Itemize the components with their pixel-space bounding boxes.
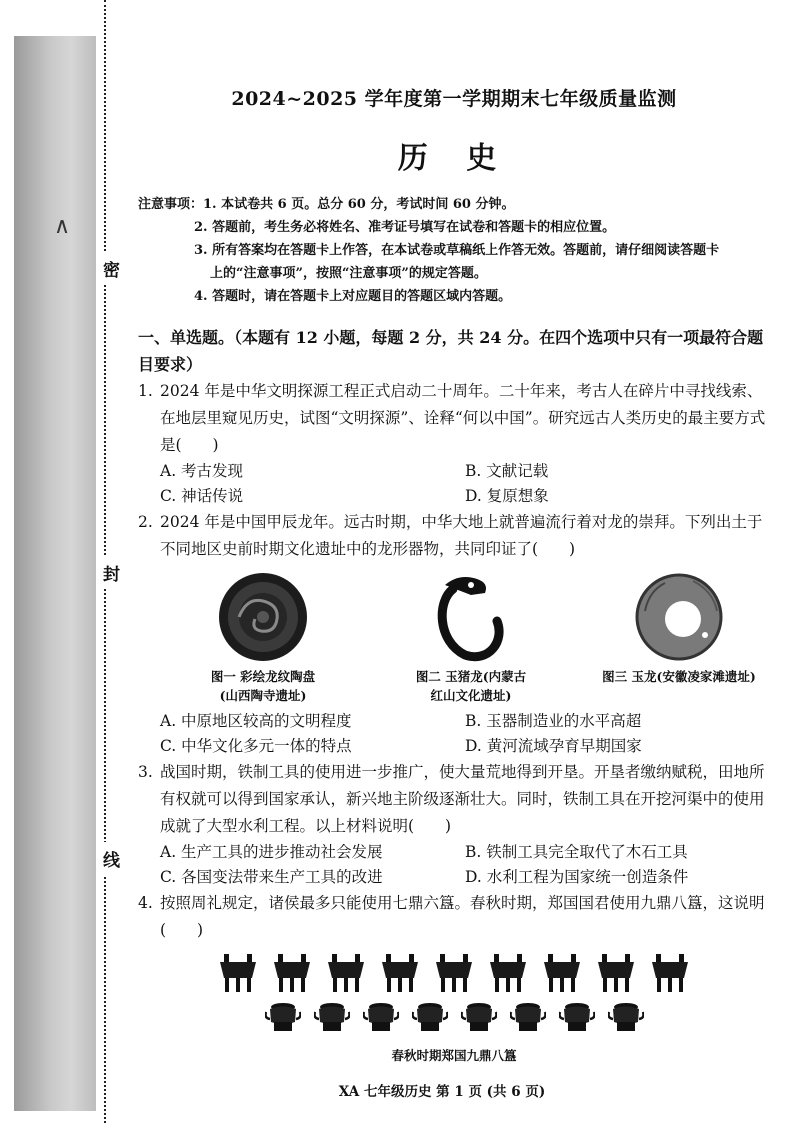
ding-vessel-icon: [488, 954, 528, 992]
ding-vessel-icon: [272, 954, 312, 992]
option-a: A. 生产工具的进步推动社会发展: [160, 843, 383, 861]
nine-ding-eight-gui-image: [138, 954, 770, 1069]
note-item: 3. 所有答案均在答题卡上作答，在本试卷或草稿纸上作答无效。答题前，请仔细阅读答题卡: [194, 243, 720, 258]
note-item: 1. 本试卷共 6 页。总分 60 分，考试时间 60 分钟。: [203, 197, 515, 212]
question-number: 3.: [138, 763, 153, 781]
notes-label: 注意事项：: [138, 197, 204, 212]
question-stem: 按照周礼规定，诸侯最多只能使用七鼎六簋。春秋时期，郑国国君使用九鼎八簋，这说明( ): [160, 894, 765, 939]
figure-3: [594, 571, 764, 705]
note-item: 2. 答题前，考生务必将姓名、准考证号填写在试卷和答题卡的相应位置。: [194, 220, 616, 235]
ding-vessel-icon: [326, 954, 366, 992]
ding-vessel-icon: [218, 954, 258, 992]
gui-vessel-icon: [314, 1002, 350, 1034]
section-title: 一、单选题。（本题有 12 小题，每题 2 分，共 24 分。在四个选项中只有一项最符合题目要求）: [138, 328, 764, 374]
ding-vessel-icon: [434, 954, 474, 992]
question-2: [138, 509, 770, 759]
note-item: 上的“注意事项”，按照“注意事项”的规定答题。: [210, 266, 487, 281]
figure-caption: 图三 玉龙(安徽凌家滩遗址): [602, 669, 756, 684]
exam-page: [138, 84, 770, 1069]
question-number: 2.: [138, 513, 153, 531]
painted-dragon-plate-image: [217, 571, 309, 663]
figure-2: [386, 571, 556, 705]
figure-caption: 红山文化遗址): [430, 688, 512, 703]
jade-pig-dragon-image: [431, 571, 511, 663]
option-a: A. 考古发现: [160, 462, 244, 480]
gui-vessel-icon: [265, 1002, 301, 1034]
option-d: D. 黄河流域孕育早期国家: [465, 737, 642, 755]
gui-vessel-icon: [559, 1002, 595, 1034]
gui-vessel-icon: [461, 1002, 497, 1034]
gui-vessel-icon: [608, 1002, 644, 1034]
seal-char-xian: 线: [103, 842, 120, 875]
figure-caption: 图二 玉猪龙(内蒙古: [415, 669, 527, 684]
option-b: B. 玉器制造业的水平高超: [465, 712, 642, 730]
question-number: 4.: [138, 894, 153, 912]
figure-row: [138, 571, 770, 705]
binding-mark: ∧: [54, 214, 71, 239]
question-stem: 2024 年是中华文明探源工程正式启动二十周年。二十年来，考古人在碎片中寻找线索、在地层里窥见历史，试图“文明探源”、诠释“何以中国”。研究远古人类历史的最主要方式是( ): [160, 382, 766, 454]
option-d: D. 复原想象: [465, 487, 549, 505]
figure-1: [178, 571, 348, 705]
option-d: D. 水利工程为国家统一创造条件: [465, 868, 689, 886]
option-a: A. 中原地区较高的文明程度: [160, 712, 352, 730]
option-c: C. 各国变法带来生产工具的改进: [160, 868, 383, 886]
page-footer: XA 七年级历史 第 1 页 (共 6 页): [338, 1084, 546, 1100]
jade-dragon-ring-image: [633, 571, 725, 663]
question-stem: 战国时期，铁制工具的使用进一步推广，使大量荒地得到开垦。开垦者缴纳赋税，田地所有权就可以得到国家承认，新兴地主阶级逐渐壮大。同时，铁制工具在开挖河渠中的使用成就了大型水利工程。以上材料说明( ): [160, 763, 765, 835]
option-b: B. 文献记载: [465, 462, 549, 480]
exam-title: 2024~2025 学年度第一学期期末七年级质量监测: [231, 88, 677, 110]
question-stem: 2024 年是中国甲辰龙年。远古时期，中华大地上就普遍流行着对龙的崇拜。下列出土于不同地区史前时期文化遗址中的龙形器物，共同印证了( ): [160, 513, 763, 558]
image-caption: 春秋时期郑国九鼎八簋: [391, 1048, 517, 1063]
option-c: C. 中华文化多元一体的特点: [160, 737, 352, 755]
seal-char-feng: 封: [103, 556, 120, 589]
binding-strip: [14, 36, 96, 1111]
question-number: 1.: [138, 382, 153, 400]
figure-caption: 图一 彩绘龙纹陶盘: [210, 669, 316, 684]
seal-char-mi: 密: [103, 252, 120, 285]
ding-vessel-icon: [650, 954, 690, 992]
note-item: 4. 答题时，请在答题卡上对应题目的答题区域内答题。: [194, 289, 512, 304]
option-c: C. 神话传说: [160, 487, 244, 505]
gui-vessel-icon: [363, 1002, 399, 1034]
question-3: [138, 759, 770, 890]
option-b: B. 铁制工具完全取代了木石工具: [465, 843, 688, 861]
question-1: [138, 378, 770, 509]
question-4: [138, 890, 770, 1069]
gui-vessel-icon: [412, 1002, 448, 1034]
figure-caption: (山西陶寺遗址): [219, 688, 307, 703]
ding-vessel-icon: [380, 954, 420, 992]
subject-title: 历 史: [397, 141, 511, 176]
gui-vessel-icon: [510, 1002, 546, 1034]
ding-vessel-icon: [596, 954, 636, 992]
ding-vessel-icon: [542, 954, 582, 992]
notes-block: [138, 193, 770, 308]
